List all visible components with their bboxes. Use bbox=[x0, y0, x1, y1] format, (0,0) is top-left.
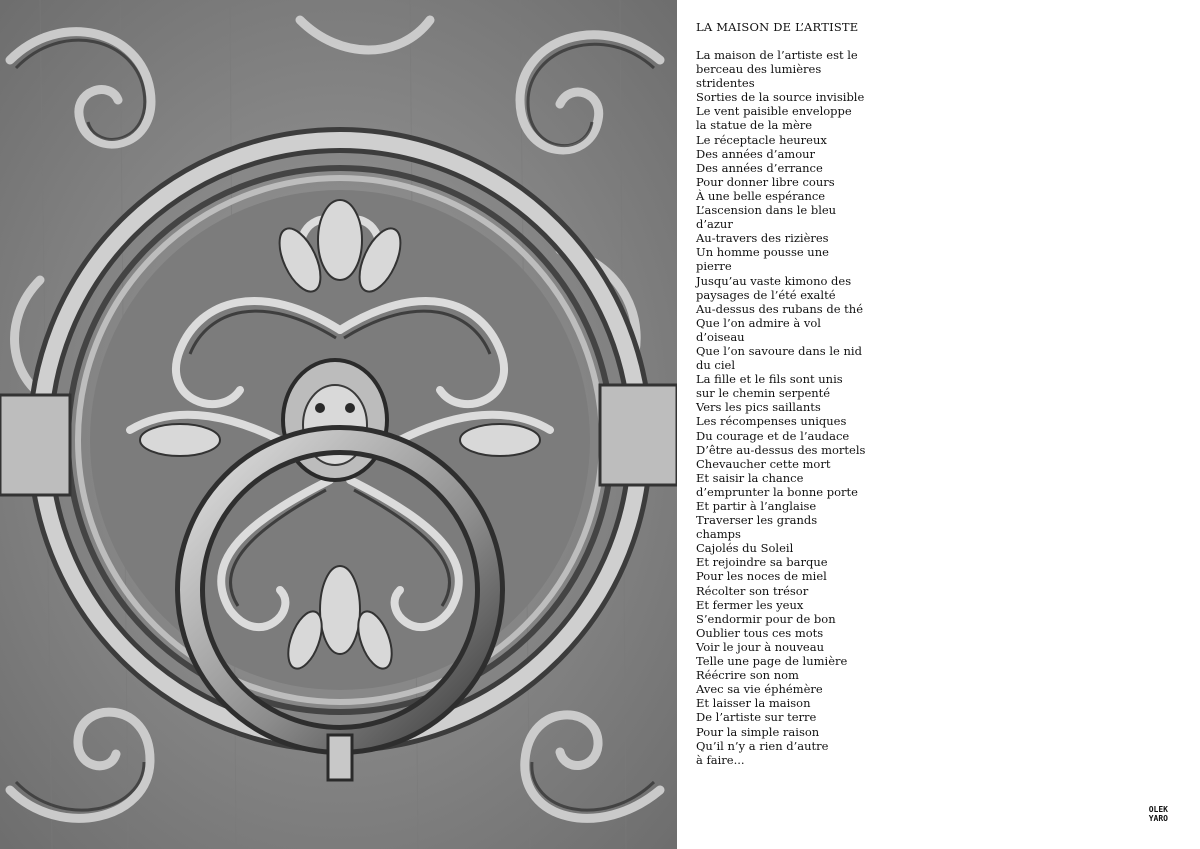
poem-line: stridentes bbox=[696, 76, 755, 91]
poem-line: Et saisir la chance bbox=[696, 470, 804, 485]
poem-line: Et rejoindre sa barque bbox=[696, 555, 828, 570]
poem-line: Sorties de la source invisible bbox=[696, 90, 865, 105]
poem-line: Qu’il n’y a rien d’autre bbox=[696, 738, 829, 753]
poem-line: Vers les pics saillants bbox=[696, 400, 821, 415]
poem-line: Voir le jour à nouveau bbox=[696, 639, 825, 654]
poem-line: à faire... bbox=[696, 752, 745, 767]
author-signature bbox=[1149, 805, 1168, 823]
poem-line: d’oiseau bbox=[696, 329, 745, 344]
poem-line: Oublier tous ces mots bbox=[696, 625, 824, 640]
poem-line: Du courage et de l’audace bbox=[696, 428, 850, 443]
poem-line: sur le chemin serpenté bbox=[696, 386, 831, 401]
poem-body bbox=[696, 48, 876, 767]
poem-line: Pour la simple raison bbox=[696, 724, 820, 739]
poem-line: Les récompenses uniques bbox=[696, 414, 847, 429]
poem-line: du ciel bbox=[696, 358, 736, 373]
poem-line: À une belle espérance bbox=[696, 188, 826, 203]
poem-line: La fille et le fils sont unis bbox=[696, 372, 843, 387]
signature-line: YARO bbox=[1148, 814, 1168, 823]
poem-line: La maison de l’artiste est le bbox=[696, 48, 858, 62]
poem-line: Récolter son trésor bbox=[696, 583, 809, 598]
poem-column bbox=[696, 20, 876, 767]
poem-line: S’endormir pour de bon bbox=[696, 611, 836, 626]
poem-line: Le réceptacle heureux bbox=[696, 132, 827, 147]
poem-line: la statue de la mère bbox=[696, 118, 813, 133]
poem-line: Et partir à l’anglaise bbox=[696, 499, 817, 513]
poem-line: Réécrire son nom bbox=[696, 668, 799, 683]
poem-line: Pour les noces de miel bbox=[696, 569, 827, 584]
poem-line: Des années d’errance bbox=[696, 160, 823, 175]
poem-line: Cajolés du Soleil bbox=[696, 541, 794, 556]
poem-line: Et laisser la maison bbox=[696, 696, 811, 711]
poem-line: Jusqu’au vaste kimono des bbox=[696, 273, 852, 288]
poem-line: Que l’on savoure dans le nid bbox=[696, 343, 862, 358]
poem-line: Et fermer les yeux bbox=[696, 597, 804, 612]
poem-line: D’être au-dessus des mortels bbox=[696, 442, 866, 457]
poem-line: Que l’on admire à vol bbox=[696, 315, 821, 330]
poem-line: Chevaucher cette mort bbox=[696, 456, 831, 471]
poem-line: Un homme pousse une bbox=[696, 245, 829, 260]
signature-line: OLEK bbox=[1148, 805, 1168, 814]
poem-line: paysages de l’été exalté bbox=[696, 287, 836, 302]
poem-line: Traverser les grands bbox=[696, 513, 818, 528]
poem-line: L’ascension dans le bleu bbox=[696, 203, 837, 218]
poem-line: d’azur bbox=[696, 217, 733, 232]
poem-line: Telle une page de lumière bbox=[696, 654, 848, 669]
poem-line: De l’artiste sur terre bbox=[696, 710, 817, 725]
poem-line: champs bbox=[696, 527, 741, 542]
poem-line: Le vent paisible enveloppe bbox=[696, 104, 852, 119]
poem-line: Au-travers des rizières bbox=[696, 231, 829, 246]
poem-line: berceau des lumières bbox=[696, 62, 822, 77]
poem-line: d’emprunter la bonne porte bbox=[696, 484, 858, 499]
poem-line: pierre bbox=[696, 259, 732, 274]
poem-title: LA MAISON DE L’ARTISTE bbox=[696, 20, 859, 34]
poem-line: Des années d’amour bbox=[696, 146, 816, 161]
poem-line: Pour donner libre cours bbox=[696, 174, 835, 189]
poem-line: Avec sa vie éphémère bbox=[696, 682, 823, 697]
poem-line: Au-dessus des rubans de thé bbox=[696, 301, 863, 316]
